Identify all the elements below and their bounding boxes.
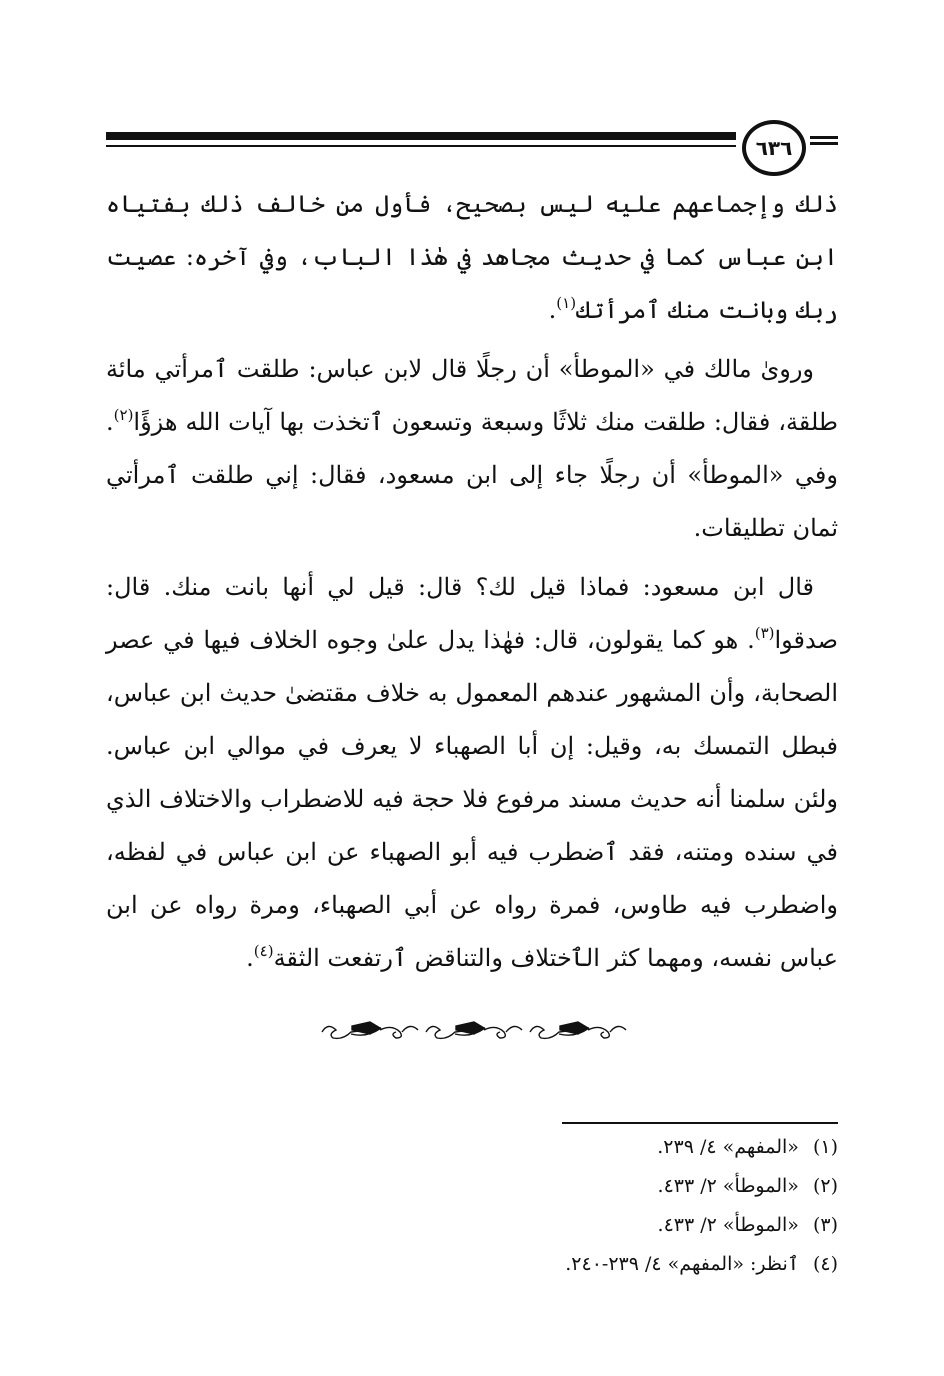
page-number: ٦٣٦ (742, 120, 806, 176)
footnote-ref-3[interactable]: (٣) (754, 624, 775, 642)
footnote-ref-1[interactable]: (١) (556, 294, 577, 312)
main-text (106, 178, 838, 991)
footnote-4 (300, 1245, 838, 1284)
paragraph-1: ذلك وإجماعهم عليه ليس بصحيح، فأول من خالف ذلك بفتياه ابن عباس كما في حديث مجاهد في هٰذا الباب، وفي آخره: عصيت ربك وبانت منك ٱمرأتك$^{(١)}$. (106, 190, 838, 324)
footnote-ref-4[interactable]: (٤) (253, 942, 274, 960)
header-rule-thick (106, 132, 736, 140)
footnotes (300, 1128, 838, 1284)
footnote-text: «الموطأ» ٢/ ٤٣٣. (657, 1214, 799, 1236)
footnote-text: ٱنظر: «المفهم» ٤/ ٢٣٩-٢٤٠. (565, 1253, 799, 1275)
footnote-1 (300, 1128, 838, 1167)
section-divider-ornament (318, 1016, 630, 1046)
footnote-text: «الموطأ» ٢/ ٤٣٣. (657, 1175, 799, 1197)
footnote-number: (٤) (812, 1253, 838, 1275)
page-header (106, 120, 838, 182)
footnote-3 (300, 1206, 838, 1245)
footnote-number: (٣) (812, 1214, 838, 1236)
header-rule-right (810, 136, 838, 148)
footnote-2 (300, 1167, 838, 1206)
ornament-left (322, 1022, 418, 1038)
header-rule (106, 132, 736, 154)
footnote-separator (562, 1122, 838, 1124)
footnote-number: (٢) (812, 1175, 838, 1197)
ornament-center (426, 1022, 522, 1038)
paragraph-3: قال ابن مسعود: فماذا قيل لك؟ قال: قيل لي أنها بانت منك. قال: صدقوا$^{(٣)}$. هو كما يقولون، قال: فهٰذا يدل علىٰ وجوه الخلاف فيها في عصر الصحابة، وأن المشهور عندهم المعمول به خلاف مقتضىٰ حديث ابن عباس، فبطل التمسك به، وقيل: إن أبا الصهباء لا يعرف في موالي ابن عباس. ولئن سلمنا أنه حديث مسند مرفوع فلا حجة فيه للاضطراب والاختلاف الذي في سنده ومتنه، فقد ٱضطرب فيه أبو الصهباء عن ابن عباس في لفظه، واضطرب فيه طاوس، فمرة رواه عن أبي الصهباء، ومرة رواه عن ابن عباس نفسه، ومهما كثر الٱختلاف والتناقض ٱرتفعت الثقة$^{(٤)}$. (106, 573, 838, 972)
ornament-right (530, 1022, 626, 1038)
footnote-number: (١) (812, 1136, 838, 1158)
paragraph-2: وروىٰ مالك في «الموطأ» أن رجلًا قال لابن عباس: طلقت ٱمرأتي مائة طلقة، فقال: طلقت منك ثلاثًا وسبعة وتسعون ٱتخذت بها آيات الله هزؤًا$^{(٢)}$. وفي «الموطأ» أن رجلًا جاء إلى ابن مسعود، فقال: إني طلقت ٱمرأتي ثمان تطليقات. (106, 355, 838, 542)
footnote-text: «المفهم» ٤/ ٢٣٩. (657, 1136, 799, 1158)
header-rule-thin (106, 145, 736, 147)
footnote-ref-2[interactable]: (٢) (113, 406, 134, 424)
